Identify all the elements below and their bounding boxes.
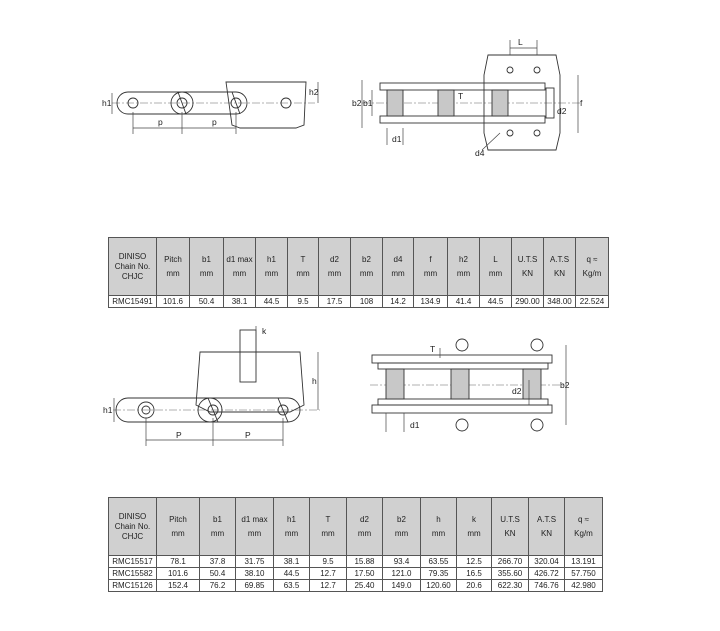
column-header [109, 498, 157, 556]
table-cell: 17.5 [319, 296, 351, 308]
column-header-name: A.T.S [536, 514, 557, 524]
table-cell: 12.7 [310, 580, 347, 592]
column-header-unit: mm [264, 268, 279, 278]
spec-table-1 [108, 237, 609, 308]
table-cell: 9.5 [288, 296, 319, 308]
table-cell: 22.524 [576, 296, 609, 308]
column-header-unit: mm [247, 528, 262, 538]
label-b1-2: b1 [363, 98, 373, 108]
table-cell: 44.5 [274, 568, 310, 580]
label-d4-2: d4 [475, 148, 485, 158]
table-cell: 63.55 [421, 556, 457, 568]
label-h1-3: h1 [103, 405, 113, 415]
table-cell: 9.5 [310, 556, 347, 568]
column-header-unit: mm [327, 268, 342, 278]
table-cell: 79.35 [421, 568, 457, 580]
column-header [157, 498, 200, 556]
label-P-3a: P [176, 430, 182, 440]
table-row [109, 296, 609, 308]
column-header [383, 498, 421, 556]
table-cell: 355.60 [492, 568, 529, 580]
column-header-name: Pitch [169, 514, 187, 524]
column-header-name: h [436, 514, 441, 524]
table-cell: 134.9 [414, 296, 448, 308]
drawing-1-side-view [102, 82, 319, 134]
column-header [236, 498, 274, 556]
drawing-2-top-view [352, 37, 583, 158]
column-header-unit: mm [210, 528, 225, 538]
column-header-unit: mm [321, 528, 335, 538]
column-header-name: f [429, 254, 432, 264]
table-cell: 69.85 [236, 580, 274, 592]
column-header-name: k [472, 514, 476, 524]
column-header [421, 498, 457, 556]
column-header-name: DINISO Chain No. CHJC [114, 511, 151, 541]
column-header-unit: mm [394, 528, 409, 538]
column-header-name: h1 [267, 254, 276, 264]
column-header-name: h1 [287, 514, 296, 524]
column-header-unit: KN [521, 268, 534, 278]
column-header [448, 238, 480, 296]
column-header-name: b1 [202, 254, 211, 264]
column-header [565, 498, 603, 556]
column-header [351, 238, 383, 296]
column-header-name: d1 max [226, 254, 253, 264]
column-header-unit: mm [359, 268, 374, 278]
table-cell: RMC15517 [109, 556, 157, 568]
table-header-row [109, 498, 603, 556]
column-header [319, 238, 351, 296]
table-cell: 101.6 [157, 296, 190, 308]
column-header-unit: Kg/m [582, 268, 602, 278]
table-cell: RMC15582 [109, 568, 157, 580]
column-header-unit: KN [553, 268, 566, 278]
label-T-2: T [458, 91, 464, 101]
label-k-3: k [262, 326, 267, 336]
column-header-unit: mm [284, 528, 299, 538]
table-cell: 38.10 [236, 568, 274, 580]
table-cell: 38.1 [274, 556, 310, 568]
table-cell: 16.5 [457, 568, 492, 580]
column-header [109, 238, 157, 296]
column-header [529, 498, 565, 556]
table-cell: 101.6 [157, 568, 200, 580]
column-header-unit: mm [296, 268, 310, 278]
column-header-name: b2 [362, 254, 371, 264]
column-header [274, 498, 310, 556]
column-header [200, 498, 236, 556]
column-header-name: T [325, 514, 331, 524]
column-header [512, 238, 544, 296]
table-cell: 622.30 [492, 580, 529, 592]
column-header-unit: mm [232, 268, 247, 278]
label-d2-2: d2 [557, 106, 567, 116]
table-cell: 78.1 [157, 556, 200, 568]
label-d2-4: d2 [512, 386, 522, 396]
column-header-name: L [493, 254, 498, 264]
column-header-unit: mm [199, 268, 214, 278]
column-header-name: q ≈ [577, 514, 590, 524]
column-header [383, 238, 414, 296]
label-T-4: T [430, 344, 436, 354]
table-row [109, 556, 603, 568]
column-header-unit: KN [540, 528, 553, 538]
table-cell: 348.00 [544, 296, 576, 308]
table-cell: 152.4 [157, 580, 200, 592]
column-header [480, 238, 512, 296]
column-header [347, 498, 383, 556]
table-cell: 149.0 [383, 580, 421, 592]
column-header-unit: mm [456, 268, 471, 278]
table-cell: 266.70 [492, 556, 529, 568]
table-header-row [109, 238, 609, 296]
column-header-unit: Kg/m [574, 528, 593, 538]
table-cell: 14.2 [383, 296, 414, 308]
table-cell: 63.5 [274, 580, 310, 592]
column-header-name: d2 [360, 514, 369, 524]
table-cell: 50.4 [200, 568, 236, 580]
label-h-3: h [312, 376, 317, 386]
label-b2-2: b2 [352, 98, 362, 108]
label-h1-1: h1 [102, 98, 112, 108]
column-header-unit: mm [166, 268, 180, 278]
column-header-name: U.T.S [500, 514, 520, 524]
column-header [224, 238, 256, 296]
table-cell: 15.88 [347, 556, 383, 568]
column-header-name: DINISO Chain No. CHJC [114, 251, 151, 281]
table-cell: 12.5 [457, 556, 492, 568]
column-header-unit: mm [171, 528, 185, 538]
table-cell: 290.00 [512, 296, 544, 308]
table-cell: RMC15491 [109, 296, 157, 308]
table-cell: 44.5 [256, 296, 288, 308]
label-P-3b: P [245, 430, 251, 440]
column-header-unit: mm [423, 268, 438, 278]
column-header-unit: mm [467, 528, 481, 538]
column-header-name: d2 [330, 254, 339, 264]
table-cell: 76.2 [200, 580, 236, 592]
table-cell: 31.75 [236, 556, 274, 568]
drawing-3-side-view [103, 326, 320, 446]
column-header-name: b2 [397, 514, 406, 524]
column-header [157, 238, 190, 296]
table-cell: 320.04 [529, 556, 565, 568]
spec-table-2 [108, 497, 603, 592]
column-header-name: A.T.S [549, 254, 570, 264]
table-cell: 37.8 [200, 556, 236, 568]
column-header-name: U.T.S [517, 254, 538, 264]
column-header [492, 498, 529, 556]
label-p-2: p [212, 117, 217, 127]
table-row [109, 580, 603, 592]
column-header [288, 238, 319, 296]
table-cell: 17.50 [347, 568, 383, 580]
column-header-unit: KN [504, 528, 516, 538]
column-header-name: T [300, 254, 306, 264]
table-cell: 42.980 [565, 580, 603, 592]
table-cell: 746.76 [529, 580, 565, 592]
table-cell: 93.4 [383, 556, 421, 568]
label-L-2: L [518, 37, 523, 47]
table-cell: 41.4 [448, 296, 480, 308]
table-cell: 426.72 [529, 568, 565, 580]
column-header [310, 498, 347, 556]
column-header-name: d1 max [241, 514, 268, 524]
column-header-unit: mm [431, 528, 446, 538]
column-header-name: b1 [213, 514, 222, 524]
column-header-unit: mm [391, 268, 405, 278]
table-row [109, 568, 603, 580]
column-header-unit: mm [357, 528, 372, 538]
table-cell: 57.750 [565, 568, 603, 580]
column-header-name: q ≈ [586, 254, 598, 264]
column-header-unit: mm [488, 268, 503, 278]
label-b2-4: b2 [560, 380, 570, 390]
table-cell: 25.40 [347, 580, 383, 592]
label-h2-1: h2 [309, 87, 319, 97]
column-header [190, 238, 224, 296]
label-f-2: f [580, 98, 583, 108]
column-header-name: d4 [393, 254, 403, 264]
table-cell: 121.0 [383, 568, 421, 580]
table-cell: 13.191 [565, 556, 603, 568]
table-cell: 108 [351, 296, 383, 308]
column-header-name: h2 [459, 254, 468, 264]
table-cell: 120.60 [421, 580, 457, 592]
label-d1-4: d1 [410, 420, 420, 430]
table-cell: RMC15126 [109, 580, 157, 592]
column-header-name: Pitch [164, 254, 182, 264]
column-header [576, 238, 609, 296]
column-header [544, 238, 576, 296]
drawing-4-top-view [370, 339, 570, 432]
table-cell: 38.1 [224, 296, 256, 308]
table-cell: 50.4 [190, 296, 224, 308]
table-cell: 20.6 [457, 580, 492, 592]
table-cell: 44.5 [480, 296, 512, 308]
column-header [414, 238, 448, 296]
column-header [457, 498, 492, 556]
table-cell: 12.7 [310, 568, 347, 580]
label-p-1: p [158, 117, 163, 127]
label-d1-2: d1 [392, 134, 402, 144]
column-header [256, 238, 288, 296]
